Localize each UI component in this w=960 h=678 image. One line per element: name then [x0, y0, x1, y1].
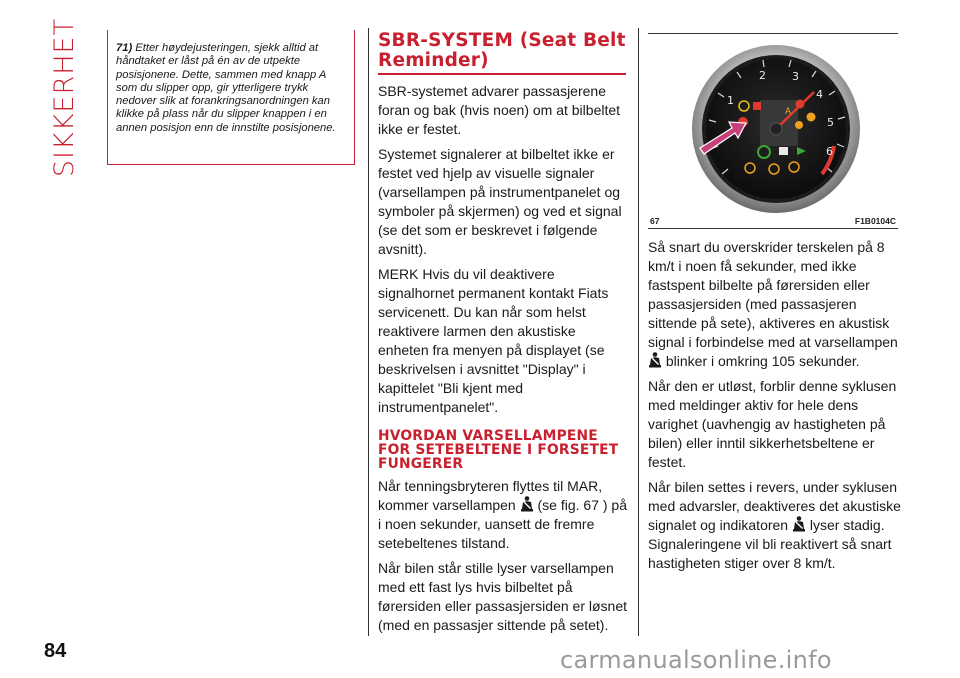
middle-column — [378, 82, 630, 641]
figure-caption — [648, 216, 898, 229]
lamp-red-2 — [753, 102, 761, 110]
paragraph: MERK Hvis du vil deaktivere signalhornet permanent kontakt Fiats servicenett. Du kan når som helst reaktivere larmen den akustiske enheten fra menyen på displayet (se beskrivelsen i avsnittet "Display" i kapittelet "Bli kjent med instrumentpanelet". — [378, 266, 609, 415]
right-column — [648, 238, 904, 579]
dial-label-1: 1 — [727, 94, 734, 107]
seatbelt-warning-icon — [792, 516, 806, 532]
paragraph-text: (se fig. 67 ) på i noen sekunder, uansett de fremre setebeltenes tilstand. — [378, 497, 627, 551]
note-text: Etter høydejusteringen, sjekk alltid at håndtaket er låst på én av de utpekte posisjonene. Dette, sammen med knapp A som du slipper opp, gir ytterligere trykk nedover slik at forankringsanordningen kan klikke på plass når du slipper knappen i en annen posisjon enn de innstilte posisjonene. — [116, 42, 336, 134]
lamp-label-a: A — [785, 107, 792, 117]
figure-code: F1B0104C — [854, 216, 896, 226]
seatbelt-warning-icon — [520, 496, 534, 512]
note-number: 71) — [116, 42, 133, 54]
lamp-amber-2 — [807, 113, 816, 122]
dial-label-6: 6 — [826, 145, 833, 158]
lamp-amber-3 — [795, 121, 803, 129]
paragraph: Når bilen står stille lyser varsellampen med ett fast lys hvis bilbeltet på førersiden eller passasjersiden er løsnet (med en passasjer sittende på setet). — [378, 560, 627, 633]
page-number: 84 — [44, 640, 67, 662]
dial-label-3: 3 — [792, 70, 799, 83]
dial-label-4: 4 — [816, 88, 823, 101]
paragraph — [648, 238, 904, 371]
paragraph-text: Så snart du overskrider terskelen på 8 km/t i noen få sekunder, med ikke fastspent bilbelte på førersiden eller passasjersiden (med passasjeren sittende på sete), aktiveres en akustisk signal i forbindelse med at varsellampen — [648, 239, 898, 350]
column-divider-right — [638, 28, 639, 636]
paragraph: Systemet signalerer at bilbeltet ikke er festet ved hjelp av visuelle signaler (varsellampen på instrumentpanelet og symboler på skjermen) og ved et signal (se det som er beskrevet i følgende avsnitt). — [378, 146, 622, 257]
needle-hub — [770, 123, 782, 135]
paragraph-text: blinker i omkring 105 sekunder. — [665, 353, 860, 369]
note-box — [107, 30, 355, 165]
subheading-warning-lamps: HVORDAN VARSELLAMPENE FOR SETEBELTENE I FORSETET FUNGERER — [378, 428, 619, 472]
paragraph-text: Når tenningsbryteren flyttes til MAR, kommer varsellampen — [378, 478, 603, 513]
figure-number: 67 — [650, 216, 660, 226]
watermark: carmanualsonline.info — [560, 646, 832, 674]
figure-instrument-cluster — [648, 33, 898, 218]
seatbelt-warning-icon — [648, 352, 662, 368]
column-divider-left — [368, 28, 369, 636]
speedometer-illustration — [648, 34, 898, 218]
lamp-red-3 — [796, 100, 805, 109]
paragraph: SBR-systemet advarer passasjerene foran og bak (hvis noen) om at bilbeltet ikke er festet. — [378, 83, 621, 137]
paragraph-text: lyser stadig. Signaleringene vil bli reaktivert så snart hastigheten stiger over 8 km/t. — [648, 517, 892, 571]
dial-label-5: 5 — [827, 116, 834, 129]
section-heading-sbr: SBR-SYSTEM (Seat Belt Reminder) — [378, 31, 626, 75]
section-label — [49, 17, 81, 178]
paragraph — [378, 477, 630, 553]
lamp-white — [779, 147, 788, 155]
dial-label-2: 2 — [759, 69, 766, 82]
paragraph — [648, 478, 904, 573]
paragraph: Når den er utløst, forblir denne syklusen med meldinger aktiv for hele dens varighet (uavhengig av hastigheten på bilen) eller inntil sikkerhetsbeltene er festet. — [648, 378, 897, 470]
paragraph-text: Når bilen settes i revers, under syklusen med advarsler, deaktiveres det akustiske signalet og indikatoren — [648, 479, 901, 533]
section-label-text: SIKKERHET — [49, 17, 81, 178]
center-display — [760, 100, 798, 146]
